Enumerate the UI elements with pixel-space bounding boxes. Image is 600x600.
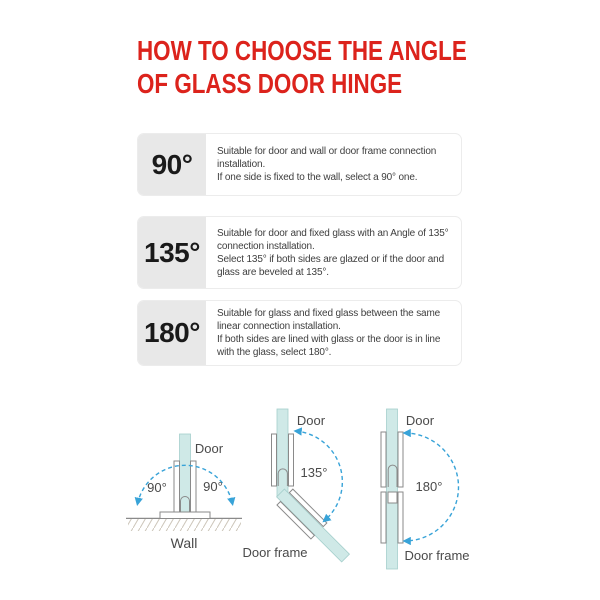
hinge-base-plate [160,512,210,519]
angle-badge-180: 180° [138,301,206,365]
wall-hatch [128,519,241,531]
door-glass-90 [180,434,191,513]
angle-card-180 [137,300,462,366]
angle-label-135: 135° [300,465,328,480]
bottom-clamp-right-plate [398,492,403,543]
angle-label-90-right: 90° [203,479,223,494]
hinge-clamp-right-plate [191,461,197,512]
page-title-line-1: HOW TO CHOOSE THE ANGLE [137,35,467,66]
top-clamp-left-plate [381,432,386,487]
bottom-clamp-left-plate [381,492,386,543]
hinge-clamp-right-plate [289,434,294,486]
door-glass-180 [387,409,398,569]
description-line-2: If both sides are lined with glass or the door is in line with the glass, select 180°. [217,334,441,358]
door-label-90: Door [194,441,224,456]
page-title-line-2: OF GLASS DOOR HINGE [137,68,403,99]
door-label-135: Door [296,413,326,428]
hinge-diagrams-illustration [0,400,600,600]
page-title [137,34,549,100]
description-line-1: Suitable for glass and fixed glass between the same linear connection installation. [217,308,441,332]
card-description-135 [206,217,461,288]
clamp-connector [388,492,397,503]
diagram-180 [381,409,470,569]
angle-label-180: 180° [415,479,443,494]
hinge-clamp-left-plate [272,434,277,486]
door-frame-label-180: Door frame [404,548,470,563]
angle-card-90 [137,133,462,196]
door-frame-label-135: Door frame [242,545,308,560]
diagram-135 [242,409,353,566]
description-line-2: Select 135° if both sides are glazed or if the door and glass are beveled at 135°. [217,253,445,278]
angle-badge-90: 90° [138,134,206,195]
diagram-90 [126,434,242,551]
description-line-1: Suitable for door and wall or door frame connection installation. [217,146,437,170]
angle-card-135 [137,216,462,289]
description-line-1: Suitable for door and fixed glass with an Angle of 135° connection installation. [217,227,449,252]
angle-label-90-left: 90° [147,480,167,495]
hinge-clamp-left-plate [174,461,180,512]
top-clamp-right-plate [398,432,403,487]
card-description-180 [206,301,461,365]
card-description-90 [206,134,461,195]
angle-badge-135: 135° [138,217,206,288]
wall-label: Wall [170,535,198,551]
door-label-180: Door [405,413,435,428]
description-line-2: If one side is fixed to the wall, select a 90° one. [217,172,418,183]
